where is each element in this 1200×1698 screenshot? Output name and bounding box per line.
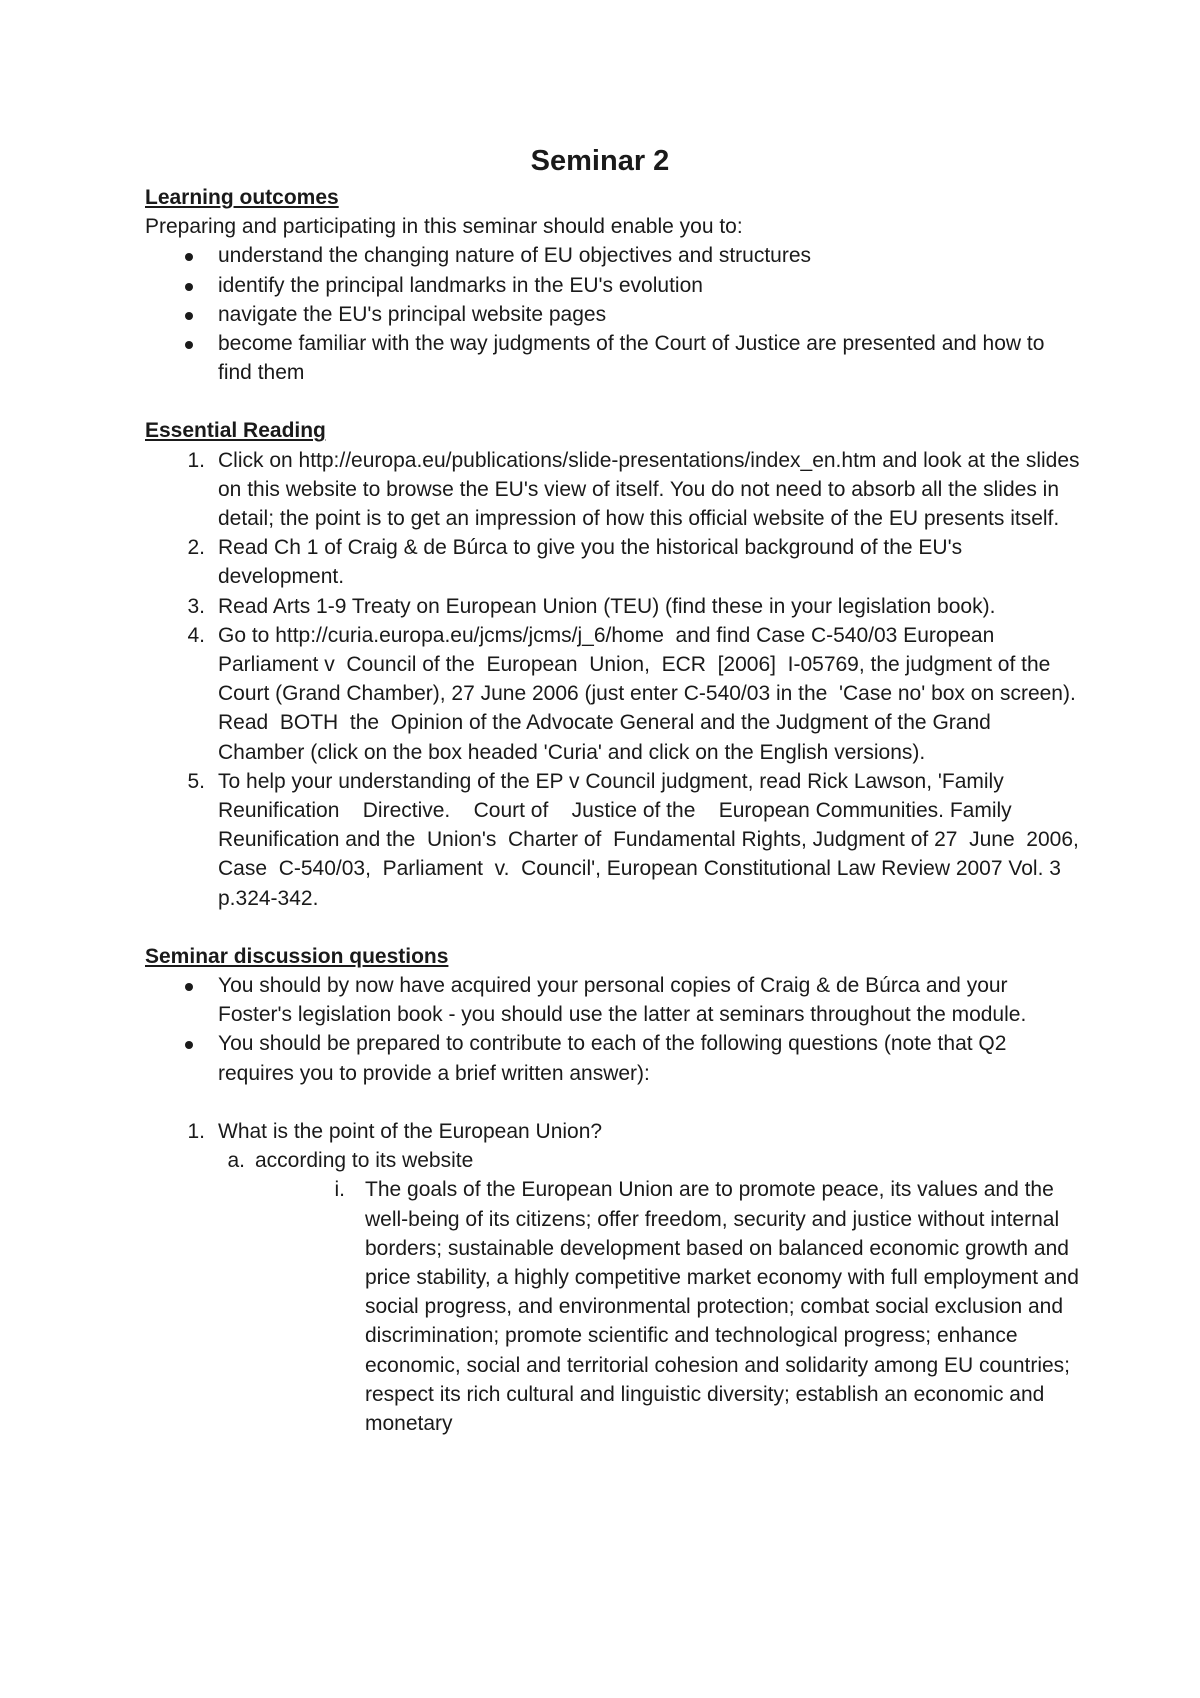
list-item-text: Click on http://europa.eu/publications/slide-presentations/index_en.htm and look at the slides on this website to browse the EU's view of itself. You do not need to absorb all the slides in detail; the point is to get an impression of how this official website of the EU presents itself.	[218, 448, 1080, 531]
list-item-text: To help your understanding of the EP v Council judgment, read Rick Lawson, 'Family Reunification Directive. Court of Justice of the European Communities. Family Reunification and the Union's Charter of Fundamental Rights, Judgment of 27 June 2006, Case C-540/03, Parliament v. Council', European Constitutional Law Review 2007 Vol. 3 p.324-342.	[218, 769, 1091, 910]
list-item	[145, 1029, 1080, 1087]
list-item	[145, 533, 1080, 591]
list-item	[145, 271, 1080, 300]
bullet-icon	[185, 983, 193, 991]
list-number: 3.	[187, 594, 205, 618]
list-item-text: identify the principal landmarks in the EU's evolution	[218, 273, 703, 297]
question-text: What is the point of the European Union?	[218, 1119, 603, 1143]
bullet-icon	[185, 341, 193, 349]
list-number: 1.	[187, 448, 205, 472]
list-item	[145, 592, 1080, 621]
essential-reading-heading: Essential Reading	[145, 419, 326, 443]
question-item	[145, 1117, 1080, 1146]
list-item	[145, 300, 1080, 329]
sub-question-letter: a.	[227, 1149, 245, 1173]
list-item-text: You should be prepared to contribute to each of the following questions (note that Q2 requires you to provide a brief written answer):	[218, 1032, 1007, 1085]
list-item-text: You should by now have acquired your personal copies of Craig & de Búrca and your Foster's legislation book - you should use the latter at seminars throughout the module.	[218, 974, 1027, 1027]
bullet-icon	[185, 1041, 193, 1049]
list-item-text: Read Arts 1-9 Treaty on European Union (TEU) (find these in your legislation book).	[218, 594, 996, 618]
list-item	[145, 767, 1091, 913]
sub-sub-item	[145, 1175, 1080, 1438]
list-item-text: understand the changing nature of EU objectives and structures	[218, 244, 812, 268]
page-title: Seminar 2	[530, 145, 670, 177]
list-item	[145, 621, 1088, 767]
sub-question-item	[145, 1146, 1080, 1175]
learning-outcomes-intro: Preparing and participating in this seminar should enable you to:	[145, 215, 743, 239]
question-number: 1.	[187, 1119, 205, 1143]
list-number: 4.	[187, 623, 205, 647]
sub-sub-roman: i.	[334, 1178, 345, 1202]
list-item-text: Go to http://curia.europa.eu/jcms/jcms/j_6/home and find Case C-540/03 European Parliament v Council of the European Union, ECR [2006] I-05769, the judgment of the Court (Grand Chamber), 27 June 2006 (just enter C-540/03 in the 'Case no' box on screen). Read BOTH the Opinion of the Advocate General and the Judgment of the Grand Chamber (click on the box headed 'Curia' and click on the English versions).	[218, 623, 1088, 764]
bullet-icon	[185, 253, 193, 261]
bullet-icon	[185, 312, 193, 320]
list-item-text: become familiar with the way judgments of the Court of Justice are presented and how to find them	[218, 332, 1045, 385]
list-item	[145, 241, 1080, 270]
learning-outcomes-heading: Learning outcomes	[145, 186, 339, 209]
list-item-text: Read Ch 1 of Craig & de Búrca to give you the historical background of the EU's development.	[218, 536, 963, 589]
bullet-icon	[185, 283, 193, 291]
document-body	[145, 183, 1091, 1438]
sub-sub-text: The goals of the European Union are to promote peace, its values and the well-being of its citizens; offer freedom, security and justice without internal borders; sustainable development based on balanced economic growth and price stability, a highly competitive market economy with full employment and social progress, and environmental protection; combat social exclusion and discrimination; promote scientific and technological progress; enhance economic, social and territorial cohesion and solidarity among EU countries; respect its rich cultural and linguistic diversity; establish an economic and monetary	[365, 1178, 1079, 1435]
sub-question-text: according to its website	[255, 1149, 474, 1173]
list-number: 5.	[187, 769, 205, 793]
list-item	[145, 329, 1080, 387]
discussion-heading: Seminar discussion questions	[145, 944, 449, 968]
list-item	[145, 446, 1080, 534]
list-item	[145, 971, 1080, 1029]
list-number: 2.	[187, 536, 205, 560]
list-item-text: navigate the EU's principal website pages	[218, 302, 607, 326]
